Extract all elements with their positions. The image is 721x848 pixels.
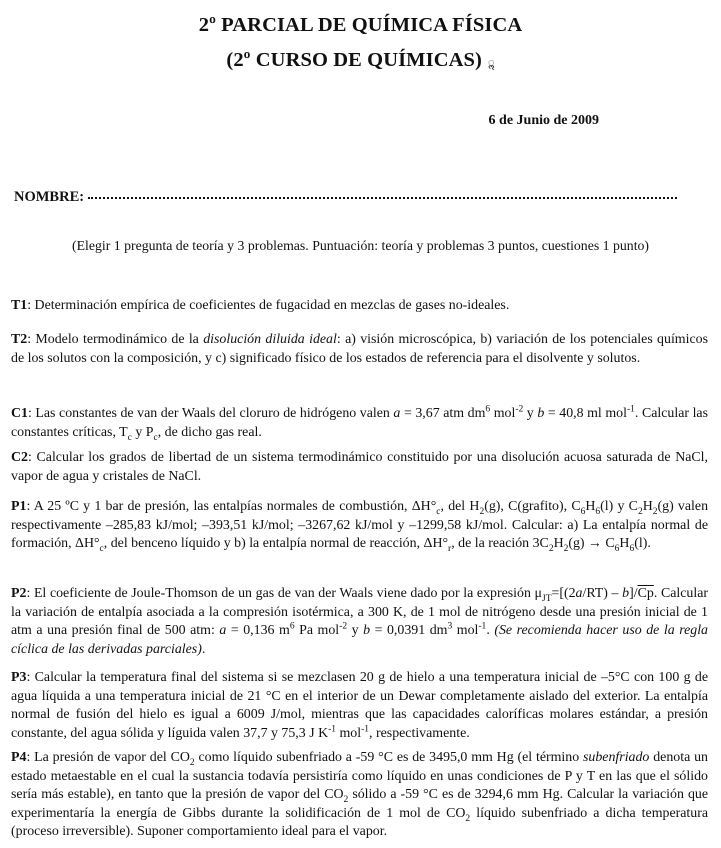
question-label: P2 <box>11 586 27 601</box>
question-t1 <box>11 297 708 316</box>
question-label: T1 <box>11 298 28 313</box>
name-dotted-line <box>88 196 677 199</box>
exam-title: 2º PARCIAL DE QUÍMICA FÍSICA <box>198 14 523 36</box>
problem-p4: P4: La presión de vapor del $CO_2$ como líquido subenfriado a -59 °C es de 3495,0 mm Hg (el término subenfriado denota un estado metaestable en el cual la sustancia todavía persistiría como líquido en unas condiciones de P y T en las que el sólido sería más estable), en tanto que la presión de vapor del $CO_2$ sólido a -59 °C es de 3294,6 mm Hg. Calcular la variación que experimentaría la energía de Gibbs durante la solidificación de 1 mol de $CO_2$ líquido subenfriado a dicha temperatura (proceso irreversible). Suponer comportamiento ideal para el vapor. <box>11 750 708 840</box>
handwritten-mark: ॢ <box>487 57 495 69</box>
question-label: P4 <box>11 750 27 765</box>
name-label: NOMBRE: <box>14 189 85 205</box>
question-label: P3 <box>11 670 27 685</box>
exam-subtitle-text: (2º CURSO DE QUÍMICAS) <box>226 49 482 71</box>
problem-p2: P2: El coeficiente de Joule-Thomson de un gas de van der Waals viene dado por la expresión $\mu_{JT}=[(2a/RT) - b]/\overline{Cp}$. Calcular la variación de entalpía asociada a la compresión isotérmica, a 300 K, de 1 mol de nitrógeno desde una presión inicial de 1 atm a una presión final de 500 atm: a = 0,136 $m^6$ Pa mol$^{-2}$ y b = 0,0391 $dm^3$ mol$^{-1}$. (Se recomienda hacer uso de la regla cíclica de las derivadas parciales). <box>11 586 709 657</box>
exam-date: 6 de Junio de 2009 <box>488 113 599 128</box>
question-label: C1 <box>11 406 28 421</box>
exam-subtitle <box>0 49 721 72</box>
question-text: : Determinación empírica de coeficientes de fugacidad en mezclas de gases no-ideales. <box>27 298 510 313</box>
question-label: T2 <box>11 332 28 347</box>
question-text: : Calcular los grados de libertad de un sistema termodinámico constituido por una disolución acuosa saturada de NaCl, vapor de agua y cristales de NaCl. <box>11 450 708 484</box>
instructions: (Elegir 1 pregunta de teoría y 3 problemas. Puntuación: teoría y problemas 3 puntos, cuestiones 1 punto) <box>71 238 650 253</box>
question-c1: C1: Las constantes de van der Waals del cloruro de hidrógeno valen a = 3,67 atm $dm^6$ mol$^{-2}$ y b = 40,8 ml mol$^{-1}$. Calcular las constantes críticas, $T_c$ y $P_c$, de dicho gas real. <box>11 404 708 443</box>
question-c2 <box>11 449 708 486</box>
problem-p3: P3: Calcular la temperatura final del sistema si se mezclasen 20 g de hielo a una temperatura inicial de –5°C con 100 g de agua líquida a una temperatura inicial de 21 °C en el interior de un Dewar completamente aislado del exterior. La entalpía normal de fusión del hielo es igual a 6009 J/mol, mientras que las capacidades caloríficas molares estándar, a presión constante, del agua sólida y líguida valen 37,7 y 75,3 J $K^{-1}$ mol$^{-1}$, respectivamente. <box>11 670 708 741</box>
question-label: C2 <box>11 450 28 465</box>
problem-p1: P1: A 25 ºC y 1 bar de presión, las entalpías normales de combustión, $\Delta H^\circ_c$, del $H_2(g)$, C(grafito), $C_6H_6(l)$ y $C_2H_2(g)$ valen respectivamente –285,83 kJ/mol; –393,51 kJ/mol; –3267,62 kJ/mol y –1299,58 kJ/mol. Calcular: a) La entalpía normal de formación, $\Delta H^\circ_c$, del benceno líquido y b) la entalpía normal de reacción, $\Delta H^\circ_r$, de la reación $3C_2H_2(g) \to C_6H_6(l)$. <box>11 499 709 554</box>
question-t2: T2: Modelo termodinámico de la disolución diluida ideal: a) visión microscópica, b) variación de los potenciales químicos de los solutos con la composición, y c) significado físico de los estados de referencia para el disolvente y solutos. <box>11 332 708 366</box>
name-field-line <box>14 189 677 206</box>
question-label: P1 <box>11 499 27 514</box>
